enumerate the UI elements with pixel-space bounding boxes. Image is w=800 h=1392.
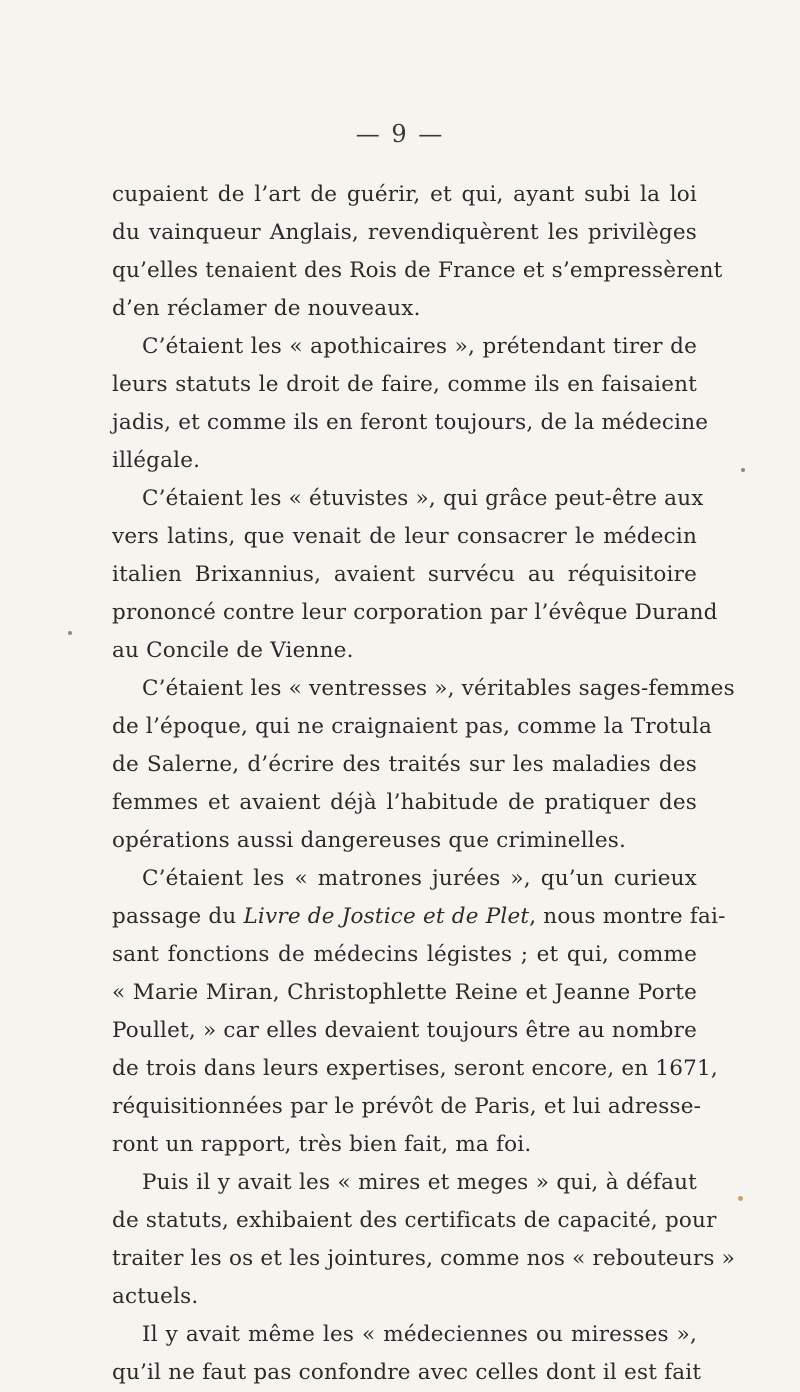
text-line: italien Brixannius, avaient survécu au réquisitoire [112, 562, 697, 587]
text-line: femmes et avaient déjà l’habitude de pratiquer des [112, 790, 697, 815]
paragraph-start-line: C’étaient les « apothicaires », prétendant tirer de [142, 334, 697, 359]
text-line: jadis, et comme ils en feront toujours, de la médecine [112, 410, 709, 435]
text-line: de trois dans leurs expertises, seront encore, en 1671, [112, 1056, 718, 1081]
paper-speck [738, 1196, 743, 1201]
book-title: Livre de Jostice et de Plet [243, 904, 530, 929]
text-run: passage du [112, 904, 244, 929]
paragraph-start-line: Puis il y avait les « mires et meges » qui, à défaut [142, 1170, 697, 1195]
paragraph-start-line: C’étaient les « matrones jurées », qu’un curieux [142, 866, 697, 891]
text-line: actuels. [112, 1284, 199, 1309]
text-line: réquisitionnées par le prévôt de Paris, et lui adresse- [112, 1094, 702, 1119]
body-text [112, 176, 735, 1392]
text-line: de l’époque, qui ne craignaient pas, comme la Trotula [112, 714, 713, 739]
text-line: au Concile de Vienne. [112, 638, 354, 663]
text-line: « Marie Miran, Christophlette Reine et Jeanne Porte [112, 980, 697, 1005]
text-line: illégale. [112, 448, 201, 473]
text-line: opérations aussi dangereuses que criminelles. [112, 828, 627, 853]
text-line: ront un rapport, très bien fait, ma foi. [112, 1132, 532, 1157]
page-number: — 9 — [355, 120, 445, 148]
text-line: leurs statuts le droit de faire, comme ils en faisaient [112, 372, 697, 397]
text-line: de statuts, exhibaient des certificats de capacité, pour [112, 1208, 717, 1233]
text-line: qu’il ne faut pas confondre avec celles dont il est fait [112, 1360, 702, 1385]
text-line: du vainqueur Anglais, revendiquèrent les privilèges [112, 220, 697, 245]
text-line [112, 898, 726, 936]
text-line: de Salerne, d’écrire des traités sur les maladies des [112, 752, 697, 777]
text-line: sant fonctions de médecins légistes ; et qui, comme [112, 942, 697, 967]
paragraph-start-line: C’étaient les « ventresses », véritables sages-femmes [142, 676, 735, 701]
text-line: traiter les os et les jointures, comme nos « rebouteurs » [112, 1246, 735, 1271]
text-line: vers latins, que venait de leur consacrer le médecin [112, 524, 697, 549]
text-line: prononcé contre leur corporation par l’évêque Durand [112, 600, 718, 625]
paragraph-start-line: Il y avait même les « médeciennes ou miresses », [142, 1322, 697, 1347]
text-line: qu’elles tenaient des Rois de France et s’empressèrent [112, 258, 723, 283]
text-line: Poullet, » car elles devaient toujours être au nombre [112, 1018, 697, 1043]
paragraph-start-line: C’étaient les « étuvistes », qui grâce peut-être aux [142, 486, 704, 511]
text-line: d’en réclamer de nouveaux. [112, 296, 421, 321]
text-line: cupaient de l’art de guérir, et qui, ayant subi la loi [112, 182, 697, 207]
paper-speck [68, 631, 72, 635]
paper-speck [741, 468, 745, 472]
text-run: , nous montre fai- [529, 904, 726, 929]
